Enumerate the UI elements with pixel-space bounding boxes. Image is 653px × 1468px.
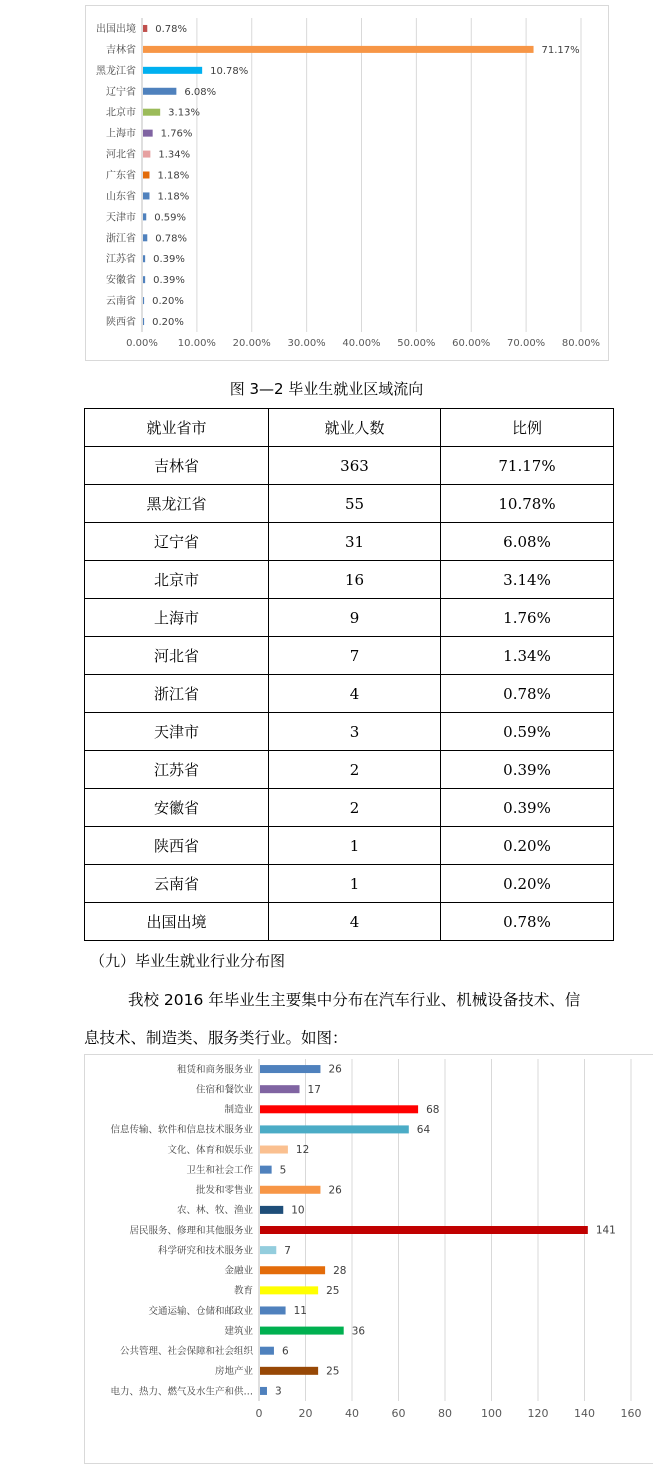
industry-data-label: 10 (291, 1204, 305, 1217)
industry-bar (260, 1226, 588, 1234)
cell-ratio: 0.39% (441, 789, 614, 827)
cell-count: 4 (269, 675, 441, 713)
table-row (85, 637, 614, 675)
industry-category-label: 房地产业 (214, 1366, 253, 1378)
industry-category-label: 批发和零售业 (195, 1185, 253, 1197)
region-data-label: 10.78% (210, 65, 249, 77)
region-category-label: 天津市 (106, 212, 136, 224)
region-category-label: 河北省 (106, 149, 136, 161)
region-data-label: 1.34% (158, 149, 191, 161)
cell-count: 2 (269, 789, 441, 827)
industry-bar (260, 1246, 276, 1254)
region-data-label: 0.59% (154, 212, 187, 224)
industry-data-label: 26 (328, 1063, 342, 1076)
cell-count: 9 (269, 599, 441, 637)
cell-province: 北京市 (85, 561, 269, 599)
region-data-label: 0.39% (153, 254, 185, 266)
industry-data-label: 141 (595, 1224, 616, 1237)
region-bar (143, 213, 146, 220)
cell-province: 陕西省 (85, 827, 269, 865)
cell-count: 7 (269, 637, 441, 675)
industry-tick-label: 140 (574, 1407, 595, 1420)
industry-category-label: 教育 (233, 1285, 253, 1297)
industry-bar (260, 1186, 320, 1194)
region-bar (143, 46, 534, 53)
industry-bar (260, 1367, 318, 1375)
industry-tick-label: 80 (438, 1407, 452, 1420)
region-data-label: 0.39% (153, 275, 185, 287)
industry-category-label: 制造业 (224, 1104, 253, 1116)
region-category-label: 浙江省 (106, 233, 136, 245)
region-tick-label: 30.00% (287, 338, 326, 349)
table-row (85, 827, 614, 865)
industry-data-label: 28 (333, 1264, 347, 1277)
region-data-label: 71.17% (541, 44, 580, 56)
region-data-label: 1.18% (157, 170, 190, 182)
cell-ratio: 71.17% (441, 447, 614, 485)
region-tick-label: 80.00% (561, 338, 601, 349)
industry-bar (260, 1065, 320, 1073)
industry-bar (260, 1286, 318, 1294)
industry-bar (260, 1347, 274, 1355)
industry-category-label: 金融业 (224, 1265, 253, 1277)
industry-bar (260, 1306, 286, 1314)
cell-province: 云南省 (85, 865, 269, 903)
paragraph-line-2: 息技术、制造类、服务类行业。如图： (84, 1029, 348, 1047)
table-row (85, 485, 614, 523)
cell-province: 出国出境 (85, 903, 269, 941)
cell-province: 河北省 (85, 637, 269, 675)
industry-data-label: 5 (279, 1164, 287, 1177)
industry-category-label: 交通运输、仓储和邮政业 (148, 1305, 253, 1317)
region-tick-label: 20.00% (232, 338, 271, 349)
cell-ratio: 1.76% (441, 599, 614, 637)
cell-province: 浙江省 (85, 675, 269, 713)
industry-category-label: 电力、热力、燃气及水生产和供… (110, 1386, 253, 1398)
cell-count: 363 (269, 447, 441, 485)
region-bar (143, 172, 149, 179)
table-row (85, 903, 614, 941)
industry-bar (260, 1105, 418, 1113)
region-bar (143, 276, 145, 283)
cell-province: 辽宁省 (85, 523, 269, 561)
table-row (85, 751, 614, 789)
header-count: 就业人数 (269, 409, 441, 447)
cell-count: 16 (269, 561, 441, 599)
paragraph-line-1: 我校 2016 年毕业生主要集中分布在汽车行业、机械设备技术、信 (128, 991, 581, 1009)
cell-count: 2 (269, 751, 441, 789)
region-data-label: 0.20% (152, 317, 184, 329)
industry-bar (260, 1327, 344, 1335)
region-data-label: 0.78% (155, 233, 188, 245)
header-ratio: 比例 (441, 409, 614, 447)
industry-bar (260, 1387, 267, 1395)
region-category-label: 云南省 (106, 296, 136, 308)
industry-data-label: 26 (328, 1184, 342, 1197)
industry-bar (260, 1206, 283, 1214)
cell-province: 上海市 (85, 599, 269, 637)
industry-category-label: 信息传输、软件和信息技术服务业 (110, 1124, 253, 1136)
table-row (85, 523, 614, 561)
region-tick-label: 10.00% (177, 338, 216, 349)
region-category-label: 江苏省 (106, 254, 136, 266)
industry-bar (260, 1266, 325, 1274)
cell-count: 1 (269, 865, 441, 903)
region-bar-chart (86, 6, 608, 360)
cell-province: 江苏省 (85, 751, 269, 789)
industry-bar (260, 1125, 409, 1133)
cell-province: 安徽省 (85, 789, 269, 827)
industry-tick-label: 120 (527, 1407, 549, 1420)
region-bar (143, 318, 144, 325)
section-heading: （九）毕业生就业行业分布图 (90, 952, 286, 970)
industry-tick-label: 100 (481, 1407, 502, 1420)
cell-ratio: 1.34% (441, 637, 614, 675)
region-bar (143, 109, 160, 116)
table-header-row (85, 409, 614, 447)
region-data-label: 6.08% (184, 86, 217, 98)
cell-count: 55 (269, 485, 441, 523)
cell-province: 天津市 (85, 713, 269, 751)
region-bar (143, 25, 147, 32)
industry-category-label: 科学研究和技术服务业 (157, 1245, 253, 1257)
industry-data-label: 25 (326, 1365, 340, 1378)
industry-tick-label: 160 (620, 1407, 642, 1420)
region-category-label: 黑龙江省 (96, 65, 136, 77)
region-bar (143, 67, 202, 74)
header-province: 就业省市 (85, 409, 269, 447)
industry-data-label: 6 (281, 1345, 289, 1358)
region-category-label: 出国出境 (96, 23, 136, 35)
cell-ratio: 0.59% (441, 713, 614, 751)
region-chart-frame (85, 5, 609, 361)
industry-chart-frame (84, 1054, 653, 1464)
region-tick-label: 0.00% (126, 338, 158, 349)
region-bar (143, 297, 144, 304)
cell-ratio: 0.78% (441, 903, 614, 941)
table-row (85, 447, 614, 485)
cell-province: 吉林省 (85, 447, 269, 485)
region-bar (143, 88, 176, 95)
industry-bar (260, 1085, 300, 1093)
region-category-label: 山东省 (106, 191, 136, 203)
cell-count: 3 (269, 713, 441, 751)
industry-tick-label: 60 (391, 1407, 406, 1420)
industry-bar (260, 1166, 272, 1174)
region-tick-label: 60.00% (452, 338, 491, 349)
region-data-label: 1.18% (157, 191, 190, 203)
figure-caption: 图 3—2 毕业生就业区域流向 (229, 380, 424, 398)
industry-tick-label: 0 (255, 1407, 263, 1420)
table-row (85, 561, 614, 599)
cell-count: 31 (269, 523, 441, 561)
region-category-label: 北京市 (106, 107, 136, 119)
cell-ratio: 0.78% (441, 675, 614, 713)
cell-count: 1 (269, 827, 441, 865)
industry-tick-label: 20 (298, 1407, 313, 1420)
cell-ratio: 10.78% (441, 485, 614, 523)
region-category-label: 上海市 (106, 128, 136, 140)
region-bar (143, 255, 145, 262)
industry-data-label: 68 (426, 1103, 440, 1116)
region-data-label: 3.13% (168, 107, 200, 119)
cell-ratio: 3.14% (441, 561, 614, 599)
industry-data-label: 36 (351, 1325, 366, 1338)
industry-bar (260, 1146, 288, 1154)
region-tick-label: 50.00% (397, 338, 436, 349)
industry-data-label: 3 (274, 1385, 282, 1398)
industry-category-label: 农、林、牧、渔业 (176, 1205, 253, 1217)
region-bar (143, 192, 149, 199)
table-row (85, 599, 614, 637)
region-data-label: 0.78% (155, 23, 188, 35)
industry-category-label: 住宿和餐饮业 (195, 1084, 253, 1096)
region-bar (143, 130, 153, 137)
region-category-label: 广东省 (106, 170, 136, 182)
industry-data-label: 25 (326, 1285, 340, 1298)
cell-province: 黑龙江省 (85, 485, 269, 523)
industry-data-label: 11 (293, 1305, 307, 1318)
region-category-label: 陕西省 (106, 317, 136, 329)
cell-count: 4 (269, 903, 441, 941)
industry-bar-chart (85, 1055, 653, 1463)
cell-ratio: 0.20% (441, 827, 614, 865)
industry-category-label: 居民服务、修理和其他服务业 (129, 1225, 253, 1237)
industry-data-label: 17 (307, 1083, 321, 1096)
region-bar (143, 234, 147, 241)
industry-data-label: 7 (284, 1244, 291, 1257)
region-data-label: 0.20% (152, 296, 184, 308)
region-tick-label: 70.00% (507, 338, 546, 349)
region-category-label: 辽宁省 (106, 86, 136, 98)
region-category-label: 安徽省 (106, 275, 136, 287)
industry-category-label: 文化、体育和娱乐业 (167, 1144, 253, 1156)
industry-data-label: 12 (295, 1144, 310, 1157)
industry-category-label: 租赁和商务服务业 (176, 1064, 253, 1076)
table-row (85, 713, 614, 751)
industry-data-label: 64 (416, 1124, 431, 1137)
industry-tick-label: 40 (345, 1407, 359, 1420)
cell-ratio: 0.39% (441, 751, 614, 789)
region-bar (143, 151, 150, 158)
region-table (84, 408, 614, 941)
industry-category-label: 卫生和社会工作 (186, 1164, 253, 1176)
cell-ratio: 0.20% (441, 865, 614, 903)
region-data-label: 1.76% (160, 128, 193, 140)
table-row (85, 865, 614, 903)
cell-ratio: 6.08% (441, 523, 614, 561)
region-category-label: 吉林省 (106, 44, 136, 56)
industry-category-label: 建筑业 (224, 1325, 253, 1337)
table-row (85, 789, 614, 827)
industry-category-label: 公共管理、社会保障和社会组织 (119, 1346, 253, 1358)
table-row (85, 675, 614, 713)
region-tick-label: 40.00% (342, 338, 381, 349)
